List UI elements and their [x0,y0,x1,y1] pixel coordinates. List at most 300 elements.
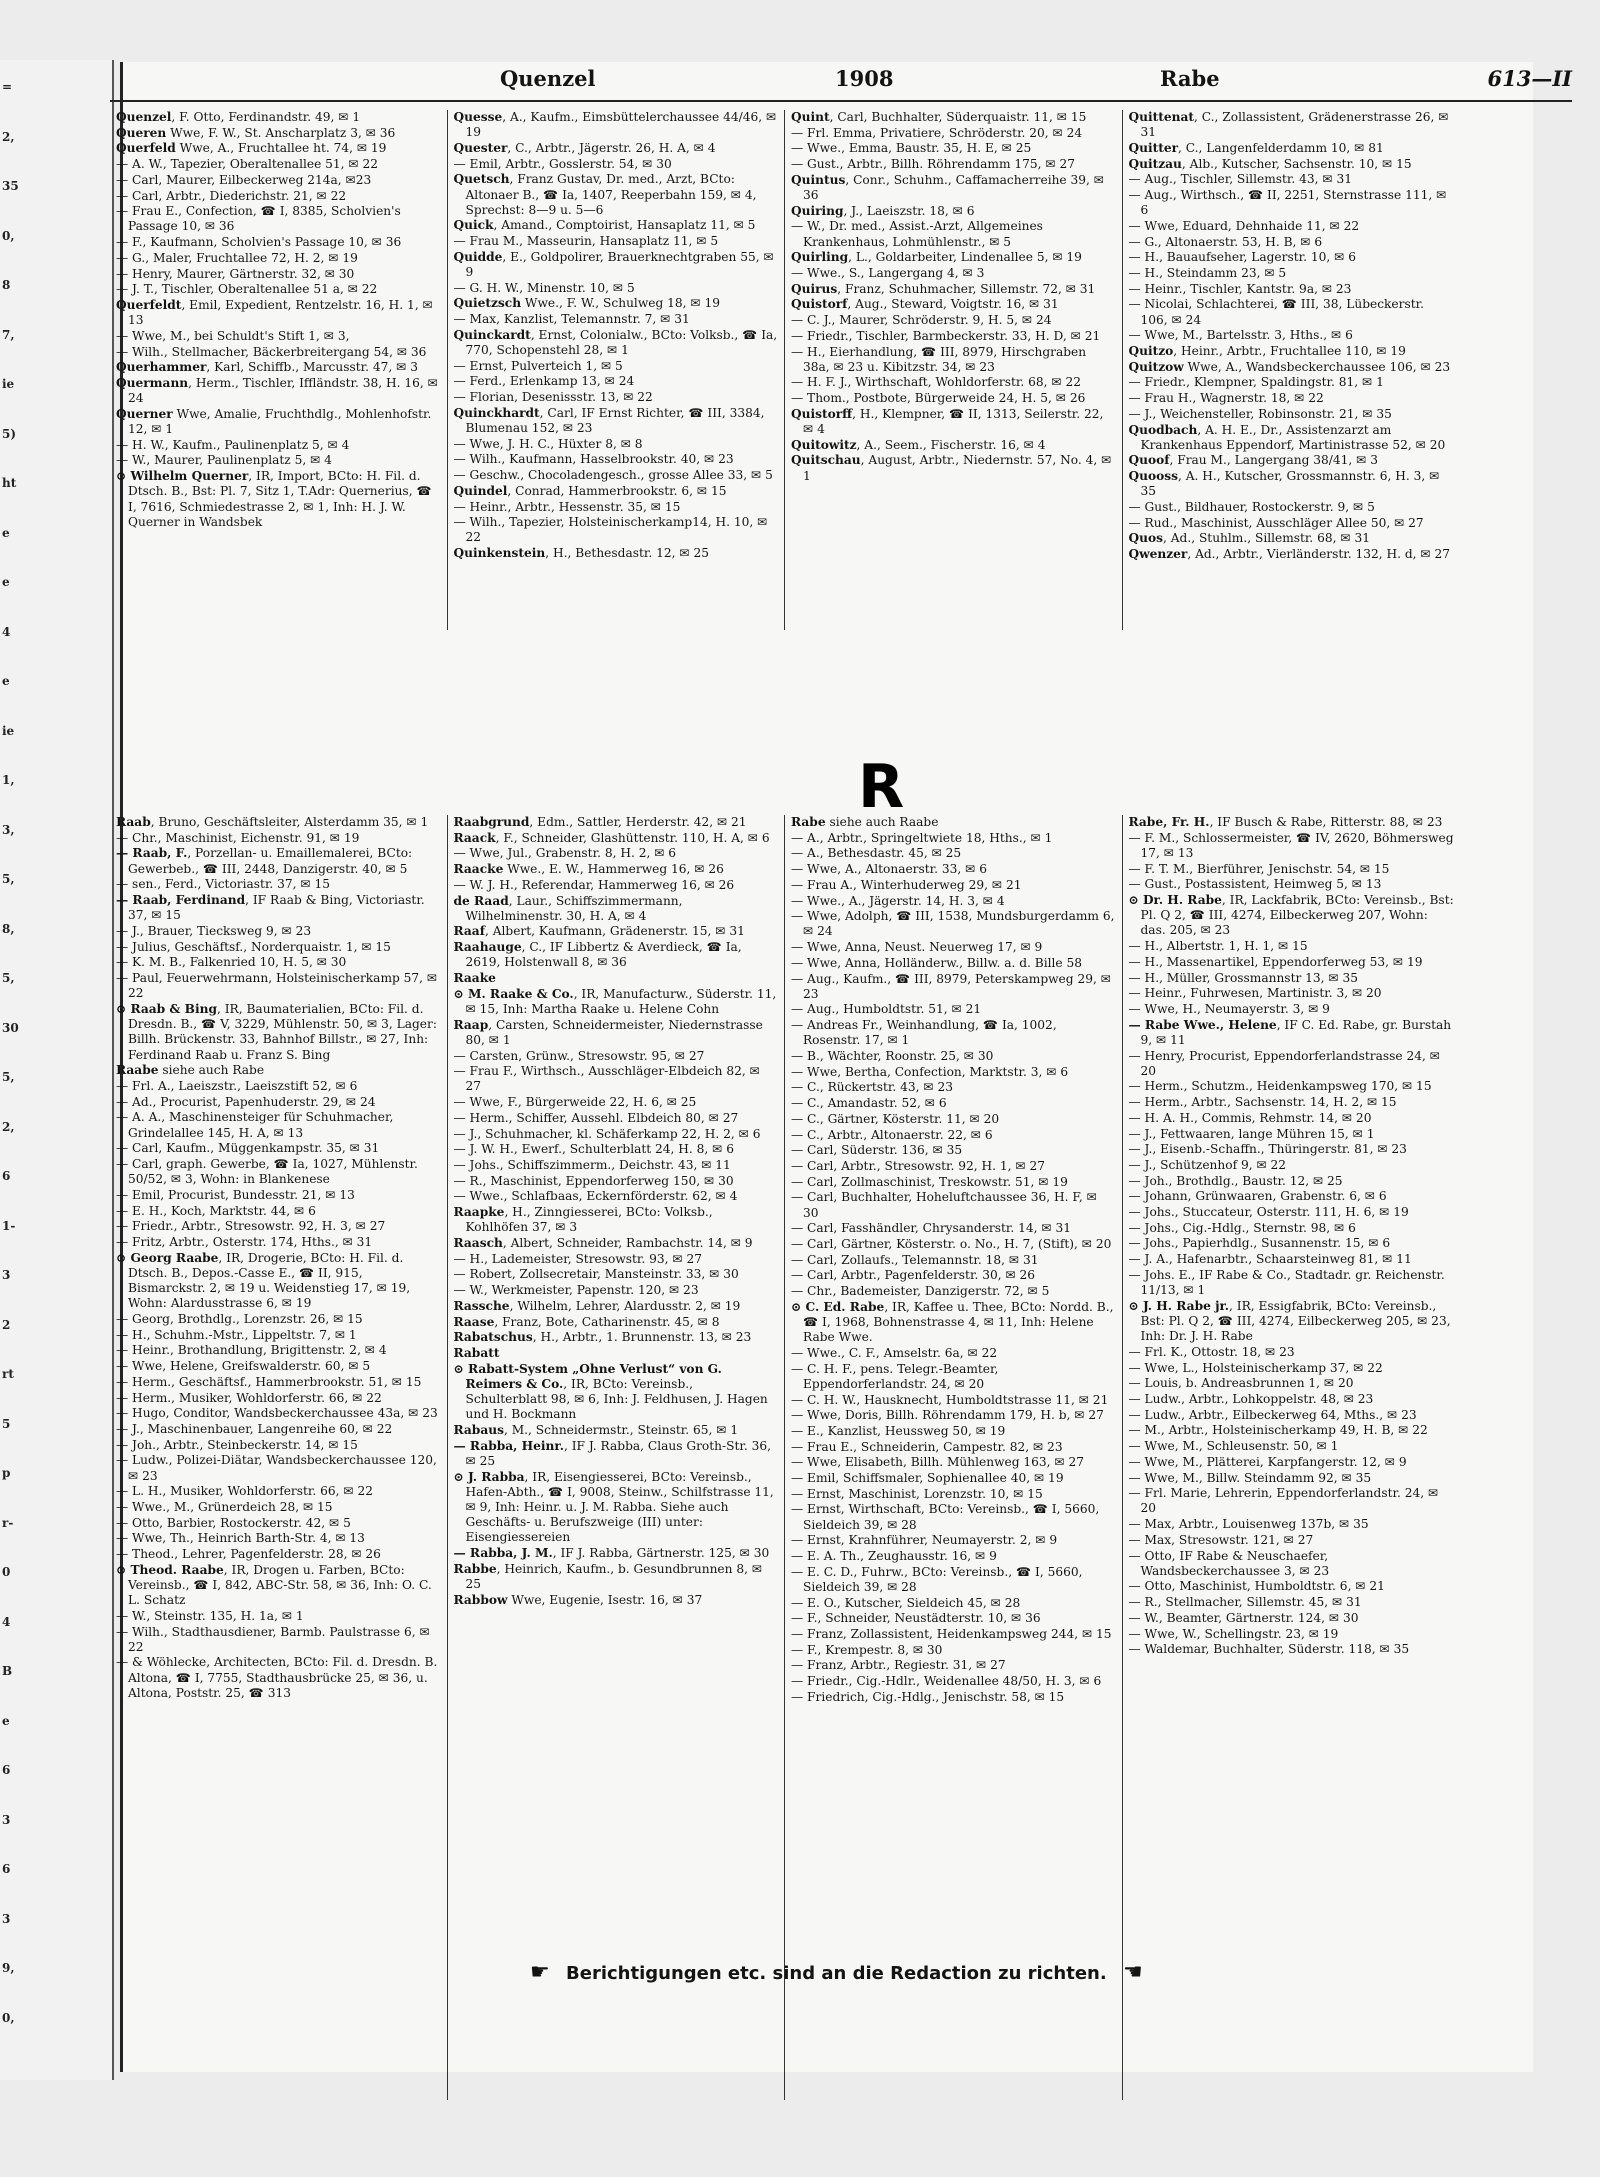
directory-entry [454,1299,779,1314]
directory-entry [1129,1268,1455,1298]
entry-details: , IR, BCto: Vereinsb., Schulterblatt 98, ✉ 6, Inh: J. Feldhusen, J. Hagen und H. Bockmann [465,1376,768,1422]
entry-details: — Carl, Arbtr., Diederichstr. 21, ✉ 22 [116,188,347,203]
directory-entry [791,1611,1116,1626]
entry-name: Rabe [791,815,826,829]
margin-fragment: 7, [2,327,15,342]
directory-entry [454,1362,779,1423]
entry-details: — Ludw., Polizei-Diätar, Wandsbeckerchaussee 120, ✉ 23 [116,1453,437,1483]
directory-entry [1129,939,1455,954]
entry-name: Quietzsch [453,296,522,311]
entry-details: — Wwe., A., Jägerstr. 14, H. 3, ✉ 4 [791,893,1005,908]
entry-details: — Gust., Bildhauer, Rostockerstr. 9, ✉ 5 [1128,500,1375,515]
margin-fragment: 1, [2,773,15,787]
entry-details: — Emil, Procurist, Bundesstr. 21, ✉ 13 [116,1187,355,1202]
entry-details: — Andreas Fr., Weinhandlung, ☎ Ia, 1002, Rosenstr. 17, ✉ 1 [791,1018,1057,1048]
directory-entry [1129,1642,1455,1657]
directory-entry [1129,375,1455,390]
entry-name: ⊙ Georg Raabe [116,1250,219,1265]
directory-entry [116,1625,441,1655]
entry-name: Quistorff [791,406,853,421]
directory-entry [1129,1221,1455,1236]
directory-entry [454,234,779,249]
entry-details: , F. Otto, Ferdinandstr. 49, ✉ 1 [171,110,361,124]
entry-details: — Carsten, Grünw., Stresowstr. 95, ✉ 27 [453,1048,705,1063]
entry-details: , Carl, Buchhalter, Süderquaistr. 11, ✉ 15 [829,110,1087,124]
directory-entry [116,1312,441,1327]
directory-entry [116,173,441,188]
entry-name: Raack [453,830,496,845]
directory-entry [116,1204,441,1219]
entry-name: ⊙ Theod. Raabe [116,1562,224,1577]
entry-details: — Frl. Marie, Lehrerin, Eppendorferlandstr. 24, ✉ 20 [1128,1486,1439,1516]
entry-details: — Aug., Wirthsch., ☎ II, 2251, Sternstrasse 111, ✉ 6 [1128,188,1447,218]
directory-entry [1129,500,1455,515]
directory-entry [116,1406,441,1421]
entry-details: — Joh., Brothdlg., Baustr. 12, ✉ 25 [1128,1173,1343,1188]
directory-entry [116,1251,441,1312]
entry-name: Quitter [1128,140,1179,155]
margin-fragment: 5, [2,1070,15,1084]
margin-fragment: e [2,575,10,589]
directory-entry [454,1064,779,1094]
entry-details: , M., Schneidermstr., Steinstr. 65, ✉ 1 [503,1422,739,1437]
entry-details: — Frau E., Confection, ☎ I, 8385, Scholvien's Passage 10, ✉ 36 [116,204,401,234]
entry-details: — Carl, graph. Gewerbe, ☎ Ia, 1027, Mühlenstr. 50/52, ✉ 3, Wohn: in Blankenese [116,1156,418,1187]
entry-details: — H., Schuhm.-Mstr., Lippeltstr. 7, ✉ 1 [116,1327,357,1342]
entry-details: — Franz, Arbtr., Regiestr. 31, ✉ 27 [791,1658,1006,1673]
entry-details: — C. J., Maurer, Schröderstr. 9, H. 5, ✉ 24 [791,313,1052,328]
directory-entry [1129,971,1455,986]
margin-fragment: 3 [2,1268,11,1282]
entry-details: — Max, Kanzlist, Telemannstr. 7, ✉ 31 [453,312,690,327]
entry-details: , Edm., Sattler, Herderstr. 42, ✉ 21 [529,815,747,829]
entry-details: — H., Steindamm 23, ✉ 5 [1128,266,1287,281]
directory-entry [791,1018,1116,1048]
entry-name: ⊙ Wilhelm Querner [116,469,249,484]
directory-entry [1129,407,1455,422]
entry-name: Quirus [791,281,838,296]
pointing-hand-right-icon: ☚ [1122,1960,1143,1985]
entry-details: — Wwe., Emma, Baustr. 35, H. E, ✉ 25 [791,141,1032,156]
entry-details: , C., Zollassistent, Grädenerstrasse 26, ✉ 31 [1140,110,1449,140]
directory-entry [454,484,779,499]
entry-details: — Wwe, M., Plätterei, Karpfangerstr. 12, ✉ 9 [1128,1454,1407,1469]
directory-entry [454,406,779,436]
margin-fragment: 3 [2,1812,11,1827]
directory-entry [116,1063,441,1078]
margin-fragment: r- [2,1515,14,1530]
directory-entry [1129,1423,1455,1438]
directory-entry [454,1236,779,1251]
entry-details: , IF C. Ed. Rabe, gr. Burstah 9, ✉ 11 [1140,1017,1452,1047]
directory-entry [454,172,779,218]
directory-entry [116,1422,441,1437]
entry-details: — E. O., Kutscher, Sieldeich 45, ✉ 28 [791,1595,1021,1610]
entry-details: Wwe, A., Wandsbeckerchaussee 106, ✉ 23 [1183,359,1451,374]
entry-details: — Heinr., Arbtr., Hessenstr. 35, ✉ 15 [453,499,681,514]
entry-name: Quitschau [791,453,861,468]
directory-entry [116,1343,441,1358]
margin-fragment: 0, [2,2010,15,2025]
directory-entry [1129,1455,1455,1470]
directory-entry [1129,360,1455,375]
entry-details: — Friedr., Klempner, Spaldingstr. 81, ✉ 1 [1128,375,1384,390]
directory-entry [791,878,1116,893]
entry-name: Quitzow [1128,359,1184,374]
entry-details: , IR, Eisengiesserei, BCto: Vereinsb., Hafen-Abth., ☎ I, 9008, Steinw., Schilfstrasse 11, ✉ 9, Inh: Heinr. u. J. M. Rabba. Siehe auch Geschäfts- u. Berufszweige (III) unter: Eisengiessereien [465,1469,774,1545]
margin-fragment: ie [2,723,15,738]
directory-entry [791,282,1116,297]
directory-entry [454,1546,779,1561]
directory-entry [791,1237,1116,1252]
entry-details: , Albert, Kaufmann, Grädenerstr. 15, ✉ 31 [484,924,745,939]
directory-entry [1129,877,1455,892]
entry-name: Quintus [791,172,846,187]
directory-entry [116,1609,441,1624]
directory-entry [116,235,441,250]
directory-entry [791,173,1116,203]
directory-entry [791,1300,1116,1346]
entry-details: , IR, Manufacturw., Süderstr. 11, ✉ 15, Inh: Martha Raake u. Helene Cohn [465,986,777,1016]
directory-entry [1129,110,1455,140]
entry-name: Quinckardt [453,327,531,342]
margin-fragment: ie [2,377,15,391]
directory-column [785,815,1123,2100]
directory-entry [1129,157,1455,172]
margin-fragment: 4 [2,624,11,639]
directory-entry [454,452,779,467]
directory-entry [1129,1189,1455,1204]
entry-details: , Conrad, Hammerbrookstr. 6, ✉ 15 [507,483,727,498]
directory-entry [1129,1408,1455,1423]
entry-details: — H. A. H., Commis, Rehmstr. 14, ✉ 20 [1128,1110,1372,1125]
directory-entry [116,1157,441,1187]
entry-details: — M., Arbtr., Holsteinischerkamp 49, H. B, ✉ 22 [1128,1423,1428,1438]
directory-entry [1129,391,1455,406]
entry-details: , H., Bethesdastr. 12, ✉ 25 [545,546,709,561]
margin-fragment: 35 [2,179,19,193]
directory-entry [791,1065,1116,1080]
entry-name: Quittenat [1128,110,1195,124]
entry-details: — G., Altonaerstr. 53, H. B, ✉ 6 [1128,234,1323,249]
directory-entry [116,267,441,282]
entry-details: — Wwe, W., Schellingstr. 23, ✉ 19 [1128,1626,1339,1641]
entry-details: — Frau M., Masseurin, Hansaplatz 11, ✉ 5 [453,234,719,249]
entry-details: — Chr., Bademeister, Danzigerstr. 72, ✉ 5 [791,1284,1050,1299]
entry-name: Raab [116,815,151,829]
directory-entry [116,453,441,468]
directory-entry [116,407,441,437]
directory-entry [454,940,779,970]
directory-entry [1129,1611,1455,1626]
margin-fragment: B [2,1664,13,1678]
entry-details: , A., Seem., Fischerstr. 16, ✉ 4 [856,437,1046,452]
directory-entry [1129,453,1455,468]
entry-name: Quinkenstein [453,546,546,561]
entry-details: , Ad., Arbtr., Vierländerstr. 132, H. d, ✉ 27 [1187,547,1451,562]
entry-details: , Bruno, Geschäftsleiter, Alsterdamm 35, ✉ 1 [150,815,429,829]
entry-details: , Frau M., Langergang 38/41, ✉ 3 [1169,453,1378,468]
margin-fragment: e [2,1713,10,1728]
entry-name: Quetsch [453,172,510,187]
directory-entry [791,141,1116,156]
entry-details: — R., Maschinist, Eppendorferweg 150, ✉ 30 [453,1173,734,1188]
entry-details: , IR, Drogen u. Farben, BCto: Vereinsb., ☎ I, 842, ABC-Str. 58, ✉ 36, Inh: O. C. L. Schatz [128,1562,432,1608]
entry-details: — Johann, Grünwaaren, Grabenstr. 6, ✉ 6 [1128,1189,1387,1204]
entry-name: Querfeldt [116,297,182,312]
directory-entry [1129,986,1455,1001]
entry-details: , Heinr., Arbtr., Fruchtallee 110, ✉ 19 [1173,344,1406,359]
entry-details: , Laur., Schiffszimmermann, Wilhelminenstr. 30, H. A, ✉ 4 [465,893,683,923]
directory-entry [791,1658,1116,1673]
directory-entry [116,971,441,1001]
directory-entry [116,1438,441,1453]
entry-details: — Wwe, A., Altonaerstr. 33, ✉ 6 [791,862,987,877]
entry-details: — Hugo, Conditor, Wandsbeckerchaussee 43a, ✉ 23 [116,1406,438,1421]
directory-entry [1129,1392,1455,1407]
entry-name: Queren [116,125,167,140]
margin-fragment: 5, [2,872,15,886]
directory-entry [1129,1252,1455,1267]
directory-entry [116,282,441,297]
directory-entry [791,1190,1116,1220]
margin-fragment: 1- [2,1218,16,1233]
entry-details: — Wwe, F., Bürgerweide 22, H. 6, ✉ 25 [453,1095,697,1110]
directory-entry [454,281,779,296]
entry-details: — Frau E., Schneiderin, Campestr. 82, ✉ 23 [791,1439,1063,1454]
directory-entry [116,329,441,344]
directory-entry [791,407,1116,437]
directory-entry [791,1159,1116,1174]
entry-details: , Alb., Kutscher, Sachsenstr. 10, ✉ 15 [1181,156,1412,171]
entry-name: Quesse [453,110,503,124]
directory-entry [1129,1439,1455,1454]
directory-entry [1129,1174,1455,1189]
entry-name: ⊙ Dr. H. Rabe [1128,893,1222,908]
directory-entry [791,1440,1116,1455]
directory-entry [454,1158,779,1173]
entry-details: — Herm., Musiker, Wohldorferstr. 66, ✉ 22 [116,1390,382,1405]
entry-details: — J. T., Tischler, Oberaltenallee 51 a, ✉ 22 [116,282,378,297]
entry-details: — F. M., Schlossermeister, ☎ IV, 2620, Böhmersweg 17, ✉ 13 [1128,830,1454,860]
entry-details: — Wwe, Eduard, Dehnhaide 11, ✉ 22 [1128,218,1360,233]
directory-entry [1129,172,1455,187]
directory-entry [791,1471,1116,1486]
entry-details: — Max, Arbtr., Louisenweg 137b, ✉ 35 [1128,1517,1369,1532]
entry-details: — Louis, b. Andreasbrunnen 1, ✉ 20 [1128,1376,1354,1391]
entry-name: Quistorf [791,297,848,312]
directory-entry [1129,1127,1455,1142]
directory-entry [1129,1299,1455,1345]
pointing-hand-left-icon: ☛ [530,1960,550,1985]
entry-details: — J., Brauer, Tiecksweg 9, ✉ 23 [116,923,312,938]
directory-entry [454,515,779,545]
margin-fragment: e [2,674,10,688]
entry-details: Wwe, A., Fruchtallee ht. 74, ✉ 19 [175,141,387,156]
entry-details: , C., Arbtr., Jägerstr. 26, H. A, ✉ 4 [507,140,716,155]
entry-details: — Heinr., Brothandlung, Brigittenstr. 2, ✉ 4 [116,1343,387,1358]
entry-details: , IR, Drogerie, BCto: H. Fil. d. Dtsch. B., Depos.-Casse E., ☎ II, 915, Bismarckstr. 2, ✉ 19 u. Weidenstieg 17, ✉ 19, Wohn: Alardusstrasse 6, ✉ 19 [128,1250,411,1311]
directory-entry [116,893,441,923]
directory-entry [454,296,779,311]
margin-fragment: 5) [2,426,17,441]
entry-details: — J., Schützenhof 9, ✉ 22 [1128,1157,1287,1172]
directory-entry [116,298,441,328]
entry-name: ⊙ Raab & Bing [116,1001,217,1016]
margin-fragment: ht [2,476,17,490]
entry-details: — Carl, Arbtr., Pagenfelderstr. 30, ✉ 26 [791,1268,1036,1283]
entry-details: , IF Raab & Bing, Victoriastr. 37, ✉ 15 [128,893,425,923]
entry-details: — Wwe, Anna, Holländerw., Billw. a. d. Bille 58 [791,955,1083,970]
margin-fragment: 3 [2,1911,11,1926]
entry-details: — Johs., Stuccateur, Osterstr. 111, H. 6, ✉ 19 [1128,1205,1409,1220]
entry-details: , IF J. Rabba, Gärtnerstr. 125, ✉ 30 [552,1546,770,1561]
entry-details: , IF Busch & Rabe, Ritterstr. 88, ✉ 23 [1209,815,1443,829]
entry-details: — J., Eisenb.-Schaffn., Thüringerstr. 81, ✉ 23 [1128,1142,1407,1157]
directory-entry [116,1110,441,1140]
directory-entry [791,453,1116,483]
entry-details: siehe auch Raabe [825,815,939,829]
entry-name: ⊙ Rabatt-System „Ohne Verlust“ von G. Reimers & Co. [453,1361,722,1391]
directory-entry [791,1080,1116,1095]
directory-entry [1129,1205,1455,1220]
entry-name: Quint [791,110,830,124]
directory-entry [116,1391,441,1406]
entry-details: — C. H. W., Hausknecht, Humboldtstrasse 11, ✉ 21 [791,1392,1109,1407]
directory-entry [1129,862,1455,877]
margin-fragment: 2, [2,129,15,144]
margin-fragment: 5 [2,1416,11,1431]
entry-details: Wwe, Eugenie, Isestr. 16, ✉ 37 [507,1592,703,1607]
entry-details: — Wwe, Elisabeth, Billh. Mühlenweg 163, ✉ 27 [791,1455,1085,1470]
entry-details: — Wilh., Stadthausdiener, Barmb. Paulstrasse 6, ✉ 22 [116,1624,430,1654]
directory-entry [1129,250,1455,265]
margin-fragment: p [2,1466,11,1480]
directory-entry [791,1408,1116,1423]
entry-details: — Frl. Emma, Privatiere, Schröderstr. 20, ✉ 24 [791,125,1083,140]
entry-details: — F., Schneider, Neustädterstr. 10, ✉ 36 [791,1611,1041,1626]
entry-details: , E., Goldpolirer, Brauerknechtgraben 55, ✉ 9 [465,249,774,280]
directory-entry [116,469,441,530]
entry-name: Quiring [791,203,844,218]
entry-details: — Robert, Zollsecretair, Mansteinstr. 33, ✉ 30 [453,1267,739,1282]
entry-details: — Wwe., Schlafbaas, Eckernförderstr. 62, ✉ 4 [453,1189,738,1204]
entry-details: — Wwe, M., Bartelsstr. 3, Hths., ✉ 6 [1128,328,1353,343]
directory-entry [116,1563,441,1609]
entry-details: — H. W., Kaufm., Paulinenplatz 5, ✉ 4 [116,437,350,452]
directory-entry [1129,219,1455,234]
directory-column [448,110,786,630]
entry-details: — A., Arbtr., Springeltwiete 18, Hths., ✉ 1 [791,830,1053,845]
entry-details: siehe auch Rabe [158,1063,265,1078]
directory-entry [454,390,779,405]
entry-details: — Wwe, M., Schleusenstr. 50, ✉ 1 [1128,1439,1339,1454]
directory-entry [1129,831,1455,861]
directory-entry [791,157,1116,172]
directory-entry [116,1531,441,1546]
entry-name: Rabatt [453,1345,500,1360]
directory-entry [454,157,779,172]
margin-fragment: 6 [2,1862,11,1876]
entry-details: — Joh., Arbtr., Steinbeckerstr. 14, ✉ 15 [116,1437,358,1452]
entry-name: Quidde [453,249,503,264]
margin-fragment: 30 [2,1020,19,1035]
margin-fragment: 5, [2,971,15,985]
directory-entry [1129,266,1455,281]
entry-details: — Herm., Schutzm., Heidenkampsweg 170, ✉ 15 [1128,1079,1432,1094]
directory-entry [454,862,779,877]
entry-name: Quitzo [1128,344,1174,359]
entry-details: — C. H. F., pens. Telegr.-Beamter, Eppendorferlandstr. 24, ✉ 20 [791,1361,999,1391]
directory-column [110,815,448,2100]
entry-details: — Nicolai, Schlachterei, ☎ III, 38, Lübeckerstr. 106, ✉ 24 [1128,297,1424,327]
directory-entry [116,126,441,141]
directory-entry [454,1283,779,1298]
entry-details: , L., Goldarbeiter, Lindenallee 5, ✉ 19 [848,250,1082,265]
directory-entry [116,877,441,892]
entry-details: — Wwe, M., bei Schuldt's Stift 1, ✉ 3, [116,328,350,343]
entry-name: Quermann [116,375,189,390]
entry-details: — Ernst, Wirthschaft, BCto: Vereinsb., ☎ I, 5660, Sieldeich 39, ✉ 28 [791,1502,1100,1532]
entry-name: Raapke [453,1205,505,1220]
entry-details: — Johs., Cig.-Hdlg., Sternstr. 98, ✉ 6 [1128,1220,1356,1235]
directory-entry [1129,328,1455,343]
directory-entry [791,1393,1116,1408]
directory-entry [791,862,1116,877]
entry-details: — G. H. W., Minenstr. 10, ✉ 5 [453,280,635,295]
directory-entry [116,1002,441,1063]
entry-details: — Johs. E., IF Rabe & Co., Stadtadr. gr. Reichenstr. 11/13, ✉ 1 [1128,1267,1445,1298]
entry-details: , A. H. E., Dr., Assistenzarzt am Krankenhaus Eppendorf, Martinistrasse 52, ✉ 20 [1140,422,1446,452]
directory-entry [1129,1002,1455,1017]
entry-details: — Wilh., Tapezier, Holsteinischerkamp14, H. 10, ✉ 22 [453,515,768,545]
entry-name: Quinckhardt [453,405,540,420]
entry-details: — Friedr., Arbtr., Stresowstr. 92, H. 3, ✉ 27 [116,1219,386,1234]
entry-name: Quitowitz [791,437,857,452]
directory-entry [791,438,1116,453]
directory-entry [454,1205,779,1235]
entry-name: Rabbe [453,1561,497,1576]
entry-details: — Carl, Zollmaschinist, Treskowstr. 51, ✉ 19 [791,1174,1068,1189]
margin-fragment: 2, [2,1119,15,1134]
entry-details: — C., Rückertstr. 43, ✉ 23 [791,1080,953,1095]
directory-entry [791,1346,1116,1361]
directory-entry [791,1674,1116,1689]
directory-entry [116,189,441,204]
entry-details: — W., Werkmeister, Papenstr. 120, ✉ 23 [453,1283,699,1298]
directory-entry [116,955,441,970]
directory-entry [791,1487,1116,1502]
directory-entry [454,312,779,327]
directory-entry [454,1174,779,1189]
directory-entry [454,546,779,561]
entry-details: — Wwe, Anna, Neust. Neuerweg 17, ✉ 9 [791,940,1043,955]
entry-name: Raaf [453,924,485,939]
entry-details: — sen., Ferd., Victoriastr. 37, ✉ 15 [116,877,331,892]
entry-details: — Aug., Humboldtstr. 51, ✉ 21 [791,1002,982,1017]
directory-entry [1129,297,1455,327]
directory-entry [454,250,779,280]
directory-entry [1129,469,1455,499]
directory-entry [791,1268,1116,1283]
directory-entry [1129,893,1455,939]
directory-entry [454,924,779,939]
directory-entry [791,1533,1116,1548]
entry-name: Quester [453,140,508,155]
directory-entry [791,391,1116,406]
entry-details: — Wwe, M., Billw. Steindamm 92, ✉ 35 [1128,1470,1372,1485]
entry-details: — Herm., Schiffer, Aussehl. Elbdeich 80, ✉ 27 [453,1110,739,1125]
